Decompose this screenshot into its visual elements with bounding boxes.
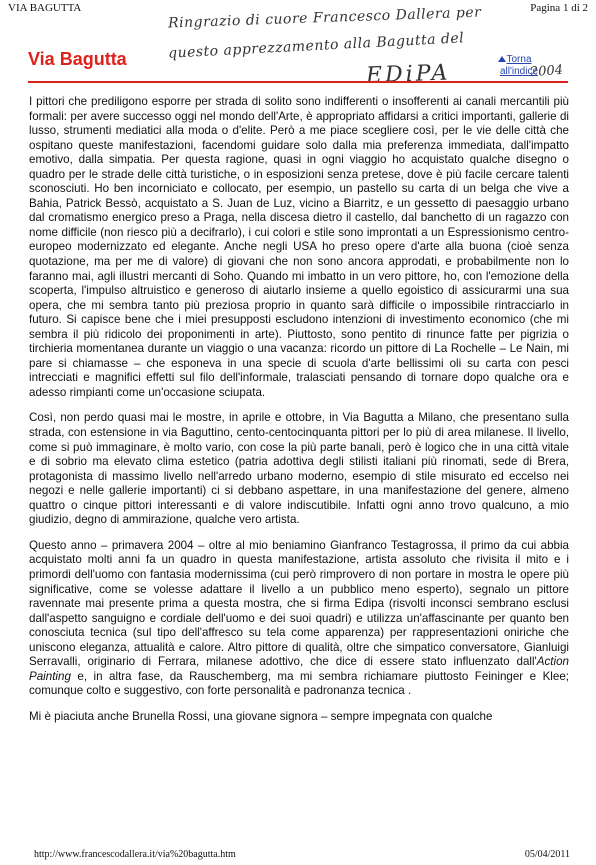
- article-paragraph-3: [29, 539, 569, 699]
- header-divider: [28, 81, 568, 83]
- site-title: Via Bagutta: [28, 49, 127, 69]
- print-header-page: Pagina 1 di 2: [530, 2, 588, 14]
- article-paragraph-4: Mi è piaciuta anche Brunella Rossi, una giovane signora – sempre impegnata con qualche: [29, 709, 493, 723]
- print-footer-url: http://www.francescodallera.it/via%20bagutta.htm: [34, 849, 236, 860]
- print-header-title: VIA BAGUTTA: [8, 2, 82, 14]
- article-paragraph-3-emphasis: Action Painting: [29, 655, 569, 683]
- print-footer-date: 05/04/2011: [524, 849, 570, 860]
- print-footer: [34, 849, 570, 863]
- handwritten-note-line-2: questo apprezzamento alla Bagutta del: [167, 30, 465, 62]
- handwritten-year: 2004: [529, 62, 564, 81]
- article-body: [29, 95, 569, 735]
- article-paragraph-3-text-a: Questo anno – primavera 2004 – oltre al mio beniamino Gianfranco Testagrossa, il primo da cui abbia acquistato molti anni fa un quadro in questa manifestazione, artista assoluto che rivisita il mito e i primordi dell'uomo con fantasia modernissima (cui però rimprovero di non portare in mostra le opere più significative, come se volesse adattare il livello a un pubblico meno esperto), segnalo un pittore ravennate mai presente prima a questa mostra, che si firma Edipa (risvolti inconsci sembrano esclusi dall'aspetto sanguigno e cordiale dell'uomo e dei suoi quadri) e utilizza un'affascinante per quanto ben conosciuta tecnica (sul tipo dell'affresco su tela come apparenza) per rappresentazioni oniriche che uniscono eleganza, attualità e calore. Altro pittore di qualità, oltre che simpatico conversatore, Gianluigi Serravalli, originario di Ferrara, milanese adottivo, che dice di essere stato influenzato dall': [29, 538, 569, 669]
- back-to-index-link[interactable]: Torna all'indice: [499, 54, 539, 77]
- article-paragraph-1: I pittori che prediligono esporre per strada di solito sono indifferenti o insofferenti ai canali mercantili più formali: per avere successo oggi nel mondo dell'Arte, è appropriato affidarsi a critici importanti, gallerie di lusso, strumenti mediatici alla moda o d'elite. Però a me piace scegliere così, per le vie delle città che ospitano queste manifestazioni, facendomi guidare solo dalla mia preferenza immediata, dall'impatto emotivo, dalla simpatia. Per questa ragione, quasi in ogni viaggio ho acquistato qualche disegno o quadro per le strade delle città turistiche, o in esposizioni senza pretese, dove è più facile cercare talenti sconosciuti. Ho ben incorniciato e collocato, per esempio, un pastello su carta di un belga che vive a Bahia, Patrick Bessò, acquistato a S. Juan de Luz, vicino a Biarritz, e un gessetto di paesaggio urbano dal cromatismo energico preso a Praga, nella discesa dietro il castello, dal banchetto di un ragazzo con nome difficile (non riesco più a decifrarlo), i cui colori e stile sono improntati a un Espressionismo centro-europeo modernizzato ed elegante. Anche negli USA ho preso opere d'arte alla buona (cioè senza quotazione, ma per me di valore) di giovani che non sono ancora approdati, e probabilmente non lo faranno mai, agli illustri mercanti di Soho. Quando mi imbatto in un vero pittore, ho, con l'emozione della scoperta, l'impulso altruistico e generoso di aiutarlo insieme a quello egoistico di assicurarmi una sua opera, che mi sembra tanto più preziosa proprio in quanto sarà difficile o impossibile rintracciarlo in futuro. Si capisce bene che i miei presupposti escludono intenzioni di investimento economico (che mi sembra il più ridicolo dei proponimenti in arte). Piuttosto, sono pentito di rinunce fatte per pigrizia o tirchieria momentanea durante un viaggio o una vacanza: ricordo un pittore di La Rochelle – Le Nain, mi pare si chiamasse – che esponeva in una specie di scuola d'arte bellissimi oli su carta con pesci intrecciati e magnifici effetti sul filo dell'informale, tralasciati pensando di tornare dopo qualche ora e adesso rimpianti come un'occasione sciupata.: [29, 95, 569, 399]
- article-paragraph-3-text-b: e, in altra fase, da Rauschemberg, ma mi sembra richiamare piuttosto Feininger e Klee; comunque colto e suggestivo, con forte personalità e padronanza tecnica .: [29, 669, 569, 698]
- handwritten-signature: EDiPA: [365, 60, 451, 89]
- handwritten-note-line-1: Ringrazio di cuore Francesco Dallera per: [167, 4, 482, 32]
- article-paragraph-2: Così, non perdo quasi mai le mostre, in aprile e ottobre, in Via Bagutta a Milano, che presentano sulla strada, con estensione in via Baguttino, cento-centocinquanta pittori per lo più di area milanese. Il livello, come si può immaginare, è molto vario, con cose la più parte banali, però è logico che in una città vitale e di sobrio ma elevato clima estetico (patria adottiva degli stilisti italiani più rinomati, sede di Brera, protagonista di massimo livello nell'arredo urbano moderno, esempio di stile misurato ed eccelso nei negozi e nelle gallerie importanti) ci si debbano aspettare, in una manifestazione del genere, almeno quattro o cinque pittori interessanti e di valore indiscutibile. Infatti ogni anno trovo qualcuno, a mio giudizio, degno di ammirazione, qualche vero artista.: [29, 411, 569, 527]
